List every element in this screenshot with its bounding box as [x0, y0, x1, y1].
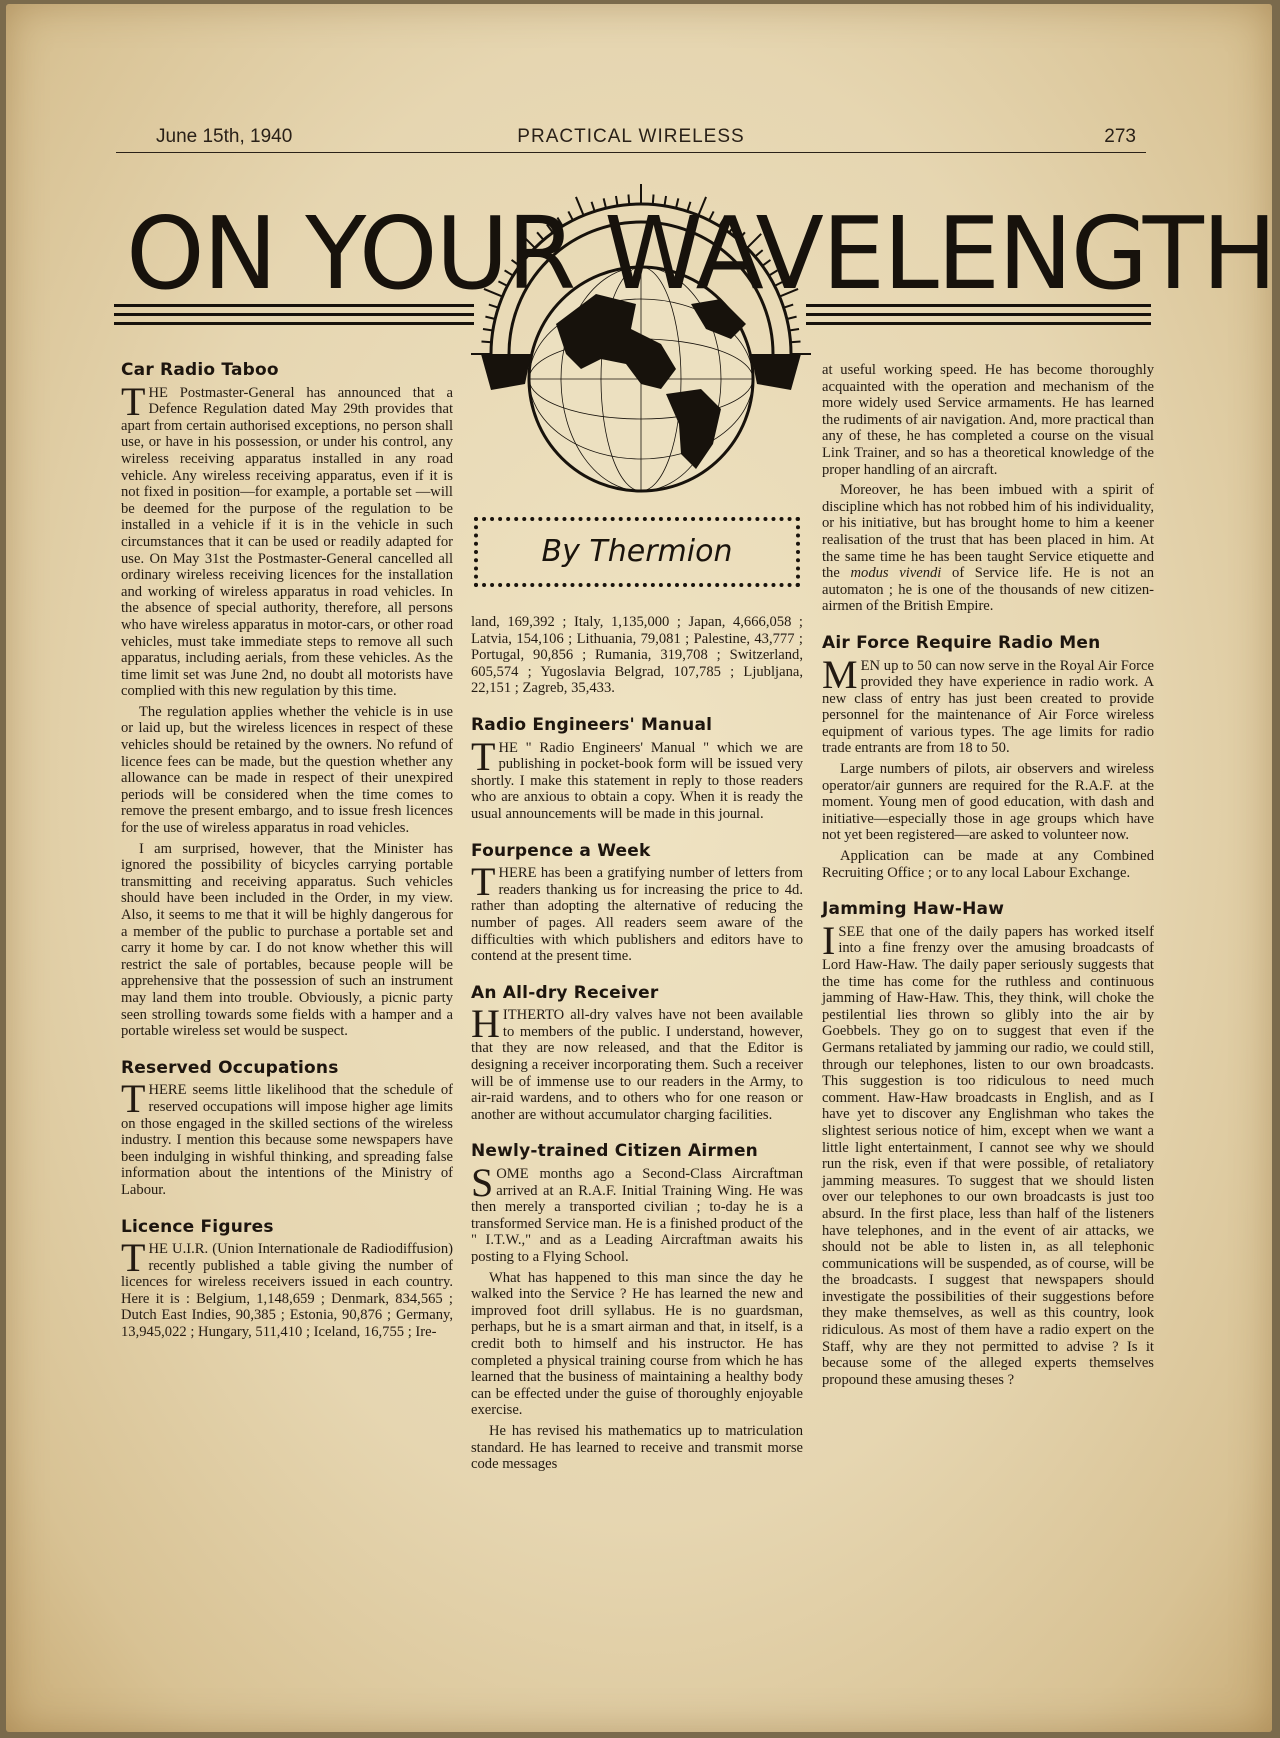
- text-run: of Service life. He is not an automaton ; he is one of the thousands of new citizen-airmen of the British Empire.: [822, 565, 1154, 615]
- column-3: [822, 362, 1154, 1408]
- heading-all-dry-receiver: An All-dry Receiver: [471, 982, 659, 1003]
- byline: By Thermion: [474, 517, 800, 587]
- paragraph: MEN up to 50 can now serve in the Royal Air Force provided they have experience in radio work. A new class of entry has just been created to provide personnel for the maintenance of Air Force wireless equipment of various types. The age limits for radio trade entrants are from 18 to 50.: [822, 651, 1154, 757]
- paragraph: THE U.I.R. (Union Internationale de Radiodiffusion) recently published a table giving the number of licences for wireless receivers issued in each country. Here it is : Belgium, 1,148,659 ; Denmark, 834,565 ; Dutch East Indies, 90,385 ; Estonia, 90,876 ; Germany, 13,945,022 ; Hungary, 511,410 ; Iceland, 16,755 ; Ire-: [121, 1235, 453, 1341]
- paragraph: Application can be made at any Combined Recruiting Office ; or to any local Labour Exchange.: [822, 848, 1154, 881]
- heading-car-radio: Car Radio Taboo: [121, 360, 279, 380]
- masthead-title: ON YOUR WAVELENGTH: [126, 195, 1276, 312]
- page-number: 273: [1104, 126, 1136, 147]
- dial-tick: [485, 317, 495, 319]
- heading-citizen-airmen: Newly-trained Citizen Airmen: [471, 1141, 758, 1162]
- heading-jamming-haw-haw: Jamming Haw-Haw: [822, 899, 1005, 920]
- heading-fourpence-a-week: Fourpence a Week: [471, 840, 651, 861]
- column-2: [471, 614, 803, 1493]
- magazine-page: [6, 4, 1276, 1732]
- paragraph: at useful working speed. He has become thoroughly acquainted with the operation and mechanism of the more widely used Service armaments. He has learned the rudiments of air navigation. And, more practical than any of these, he has completed a course on the visual Link Trainer, and so has a theoretical knowledge of the proper handling of an aircraft.: [822, 362, 1154, 478]
- running-header: [116, 122, 1146, 153]
- paragraph: I am surprised, however, that the Minister has ignored the possibility of bicycles carrying portable transmitting and receiving apparatus. Such vehicles should have been included in the Order, in my view. Also, it seems to me that it will be highly dangerous for a member of the public to purchase a portable set and carry it home by car. I do not know whether this will restrict the sale of portables, because people will be apprehensive that the possession of such an instrument may land them into trouble. Obviously, a picnic party seen strolling towards some fields with a hamper and a portable wireless set would be suspect.: [121, 840, 453, 1040]
- dial-tick: [789, 329, 799, 331]
- paragraph: ISEE that one of the daily papers has worked itself into a fine frenzy over the amusing broadcasts of Lord Haw-Haw. The daily paper seriously suggests that the time has come for the ruthless and continuous jamming of Haw-Haw. This, they think, will choke the pestilential lies thrown so glibly into the air by Goebbels. They go on to suggest that even if the Germans retaliated by jamming our radio, we could still, through our telephones, listen to our own broadcasts. This suggestion is too ridiculous to need much comment. Haw-Haw broadcasts in English, and as I have yet to discover any Englishman who takes the slightest serious notice of him, except when we want a little light entertainment, I cannot see why we should run the risk, even if that were possible, of retaliatory jamming measures. To suggest that we should listen over our telephones to our own broadcasts is just too absurd. In the first place, less than half of the listeners have telephones, and in the event of air attacks, we should not be able to listen in, as all telephonic communications will be suspended, as of course, will be the broadcasts. I suggest that newspapers should investigate the possibilities of their suggestions before they make themselves, as well as this country, look ridiculous. As most of them have a radio expert on the Staff, why are they not permitted to advise ? Is it because some of the alleged experts themselves propound these amusing theses ?: [822, 917, 1154, 1388]
- dial-tick: [481, 341, 491, 342]
- dial-tick: [787, 317, 797, 319]
- dial-tick: [483, 329, 493, 331]
- article-citizen-airmen-cont: [822, 362, 1154, 615]
- article-air-force-radio-men: [822, 632, 1154, 881]
- article-citizen-airmen: [471, 1143, 803, 1472]
- heading-licence-figures: Licence Figures: [121, 1216, 274, 1237]
- article-licence-figures: [121, 1216, 453, 1341]
- publication-name: PRACTICAL WIRELESS: [517, 126, 745, 147]
- italic-phrase: modus vivendi: [850, 565, 942, 582]
- article-licence-figures-cont: [471, 614, 803, 697]
- paragraph: Large numbers of pilots, air observers and wireless operator/air gunners are required for the R.A.F. at the moment. Young men of good education, with dash and initiative—especially those in age groups which have not yet been registered—are asked to volunteer now.: [822, 761, 1154, 844]
- dial-tick: [791, 341, 801, 342]
- article-radio-engineers-manual: [471, 714, 803, 823]
- paragraph: THERE seems little likelihood that the schedule of reserved occupations will impose higher age limits on those engaged in the skilled sections of the wireless industry. I mention this because some newspapers have been indulging in wishful thinking, and spreading false information about the intentions of the Ministry of Labour.: [121, 1076, 453, 1198]
- article-all-dry-receiver: [471, 982, 803, 1124]
- article-reserved-occupations: [121, 1057, 453, 1199]
- paragraph: The regulation applies whether the vehicle is in use or laid up, but the wireless licences in respect of these vehicles should be retained by the owners. No refund of licence fees can be made, but the question whether any allowance can be made in respect of their unexpired periods will be considered when the time comes to remove the present embargo, and to issue fresh licences for the use of wireless apparatus in road vehicles.: [121, 703, 453, 837]
- article-car-radio: [121, 362, 453, 1040]
- article-fourpence-a-week: [471, 840, 803, 965]
- paragraph: land, 169,392 ; Italy, 1,135,000 ; Japan, 4,666,058 ; Latvia, 154,106 ; Lithuania, 79,081 ; Palestine, 43,777 ; Portugal, 90,856 ; Rumania, 319,708 ; Switzerland, 605,574 ; Yugoslavia Belgrad, 107,785 ; Ljubljana, 22,151 ; Zagreb, 35,433.: [471, 614, 803, 697]
- heading-air-force-radio-men: Air Force Require Radio Men: [822, 632, 1101, 653]
- paragraph: SOME months ago a Second-Class Aircraftman arrived at an R.A.F. Initial Training Wing. He was then merely a transported civilian ; to-day he is a transformed Service man. He is a finished product of the " I.T.W.," and as a Leading Aircraftman awaits his posting to a Flying School.: [471, 1160, 803, 1265]
- column-1: [121, 362, 453, 1361]
- paragraph: He has revised his mathematics up to matriculation standard. He has learned to receive and transmit morse code messages: [471, 1422, 803, 1473]
- paragraph: [822, 482, 1154, 615]
- text-run: Moreover, he has been imbued with a spirit of discipline which has not robbed him of his individuality, or his initiative, but has brought home to him a keener realisation of the trust that has been placed in him. At the same time he has been taught Service etiquette and the: [822, 482, 1154, 582]
- heading-radio-engineers-manual: Radio Engineers' Manual: [471, 714, 713, 735]
- issue-date: June 15th, 1940: [156, 126, 293, 147]
- paragraph: HITHERTO all-dry valves have not been available to members of the public. I understand, however, that they are now released, and that the Editor is designing a receiver incorporating them. Such a receiver will be of immense use to our readers in the Army, to air-raid wardens, and to others who for one reason or another are without accumulator charging facilities.: [471, 1001, 803, 1123]
- paragraph: THE Postmaster-General has announced that a Defence Regulation dated May 29th provides that apart from certain authorised exceptions, no person shall use, or have in his possession, or under his control, any wireless receiving apparatus installed in any road vehicle. Any wireless receiving apparatus, even if it is not fixed in position—for example, a portable set —will be deemed for the purpose of the regulation to be installed in a vehicle if it is in the vehicle in such circumstances that it can be used or readily adapted for use. On May 31st the Postmaster-General cancelled all ordinary wireless receiving licences for the installation and working of wireless apparatus in road vehicles. In the absence of special authority, therefore, all persons who have wireless apparatus in motor-cars, or other road vehicles, must take immediate steps to remove all such apparatus, including aerials, from these vehicles. As the time limit set was June 2nd, no doubt all motorists have complied with this new regulation by this time.: [121, 378, 453, 700]
- paragraph: What has happened to this man since the day he walked into the Service ? He has learned the new and improved foot drill syllabus. He is no guardsman, perhaps, but he is a smart airman and that, in itself, is a credit both to himself and his instructor. He has completed a physical training course from which he has learned that the business of maintaining a healthy body can be effected under the guise of thoroughly enjoyable exercise.: [471, 1269, 803, 1419]
- paragraph: THERE has been a gratifying number of letters from readers thanking us for increasing the price to 4d. rather than adopting the alternative of reducing the number of pages. All readers seem aware of the difficulties with which publishers and editors have to contend at the present time.: [471, 859, 803, 965]
- article-jamming-haw-haw: [822, 901, 1154, 1388]
- heading-reserved-occupations: Reserved Occupations: [121, 1057, 339, 1078]
- paragraph: THE " Radio Engineers' Manual " which we are publishing in pocket-book form will be issued very shortly. I make this statement in reply to those readers who are anxious to obtain a copy. When it is ready the usual announcements will be made in this journal.: [471, 733, 803, 822]
